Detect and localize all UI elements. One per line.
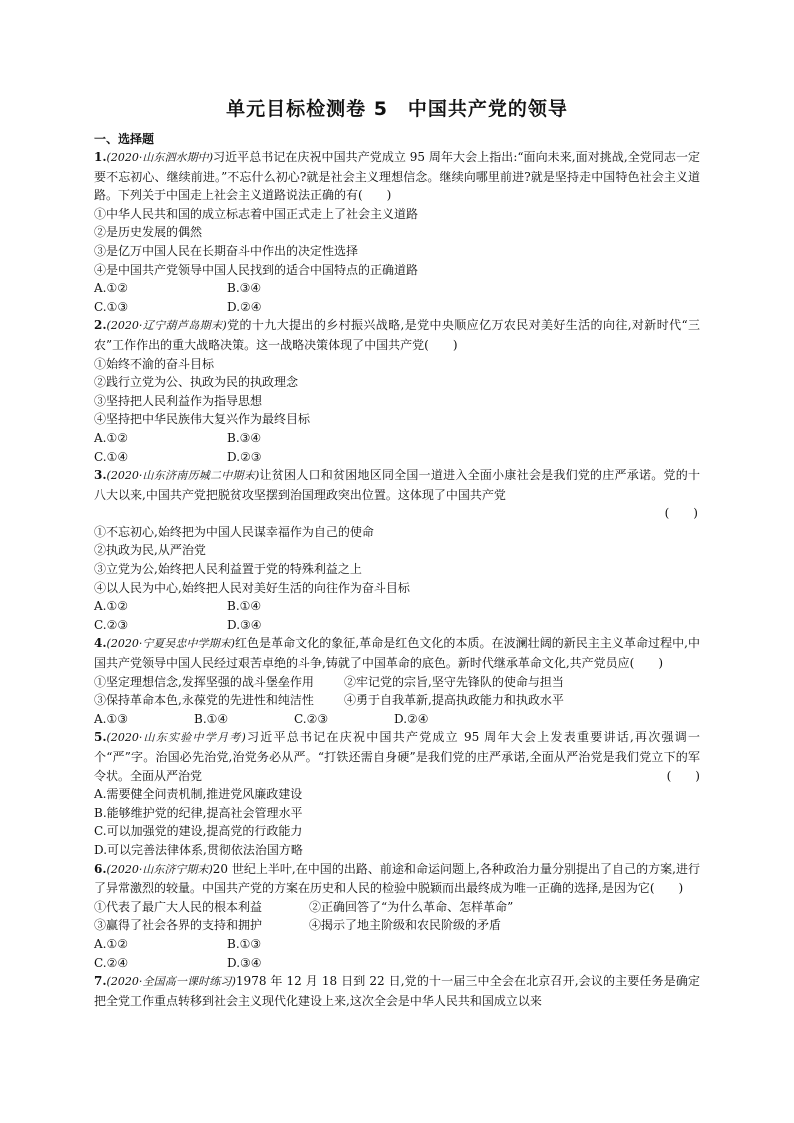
question-text: 红色是革命文化的象征,革命是红色文化的本质。在波澜壮阔的新民主主义革命过程中,中国共产党领导中国人民经过艰苦卓绝的斗争,铸就了中国革命的底色。新时代继承革命文化,共产党员应( ) (94, 636, 700, 671)
question-stem (94, 728, 700, 785)
question-stem (94, 316, 700, 354)
question-6 (94, 860, 700, 973)
choice-b: B.①④ (194, 711, 229, 726)
choice-c: C.①④ (94, 449, 129, 464)
question-stem (94, 634, 700, 672)
choice-d: D.②④ (227, 299, 262, 314)
choice-c: C.②③ (294, 711, 329, 726)
statement-pair (94, 916, 700, 935)
choice-b: B.③④ (227, 430, 262, 445)
question-2 (94, 316, 700, 466)
choice-row (94, 616, 700, 635)
statement-item: ①中华人民共和国的成立标志着中国正式走上了社会主义道路 (94, 206, 419, 221)
document-page (94, 96, 700, 1010)
choice-row (94, 298, 700, 317)
choice-b: B.③④ (227, 281, 262, 296)
choice-a: A.①② (94, 430, 128, 445)
choice-a: A.①② (94, 599, 128, 614)
question-number: 1. (94, 150, 107, 164)
statement-item: ②践行立党为公、执政为民的执政理念 (94, 375, 299, 390)
statement-item: ④是中国共产党领导中国人民找到的适合中国特点的正确道路 (94, 262, 419, 277)
question-source: (2020·山东实验中学月考) (106, 731, 246, 745)
question-number: 2. (94, 318, 107, 333)
statement-item: ①不忘初心,始终把为中国人民谋幸福作为自己的使命 (94, 524, 374, 539)
statement-item: ②是历史发展的偶然 (94, 225, 203, 240)
question-number: 7. (94, 974, 107, 989)
statement-item: ④坚持把中华民族伟大复兴作为最终目标 (94, 412, 311, 427)
statement-item: ③立党为公,始终把人民利益置于党的特殊利益之上 (94, 562, 362, 577)
statement-item: ②牢记党的宗旨,坚守先锋队的使命与担当 (344, 674, 564, 689)
choice-d: D.③④ (227, 617, 262, 632)
choice-a: A.①② (94, 281, 128, 296)
question-source: (2020·山东泗水期中) (106, 151, 213, 164)
statement-item: ②执政为民,从严治党 (94, 543, 206, 558)
question-7 (94, 972, 700, 1010)
choice-a: A.①③ (94, 711, 128, 726)
question-3 (94, 466, 700, 634)
answer-parentheses: ( ) (666, 768, 700, 783)
question-source: (2020·山东济宁期末) (106, 862, 213, 876)
choice-a: A.①② (94, 936, 128, 951)
choice-c: C.①③ (94, 299, 129, 314)
statement-item: ③赢得了社会各界的支持和拥护 (94, 918, 263, 933)
question-source: (2020·全国高一课时练习) (106, 975, 236, 989)
statement-item: ①坚定理想信念,发挥坚强的战斗堡垒作用 (94, 674, 314, 689)
choice-b: B.能够维护党的纪律,提高社会管理水平 (94, 805, 303, 820)
answer-parentheses: ( ) (664, 506, 698, 521)
statement-item: ③是亿万中国人民在长期奋斗中作出的决定性选择 (94, 243, 359, 258)
choice-row (94, 429, 700, 448)
choice-c: C.可以加强党的建设,提高党的行政能力 (94, 824, 303, 839)
choice-row (94, 935, 700, 954)
statement-item: ④以人民为中心,始终把人民对美好生活的向往作为奋斗目标 (94, 580, 410, 595)
question-1 (94, 148, 700, 316)
choice-d: D.③④ (227, 955, 262, 970)
question-stem (94, 972, 700, 1010)
choice-row (94, 279, 700, 298)
statement-item: ④勇于自我革新,提高执政能力和执政水平 (344, 693, 564, 708)
question-5 (94, 728, 700, 859)
section-heading: 一、选择题 (94, 132, 155, 146)
question-text: 1978 年 12 月 18 日到 22 日,党的十一届三中全会在北京召开,会议的主要任务是确定把全党工作重点转移到社会主义现代化建设上来,这次全会是中华人民共和国成立以来 (94, 974, 700, 1008)
statement-pair (94, 673, 700, 692)
question-text: 习近平总书记在庆祝中国共产党成立 95 周年大会上发表重要讲话,再次强调一个“严”字。治国必先治党,治党务必从严。“打铁还需自身硬”是我们党的庄严承诺,全面从严治党是我们党立下的军令状。全面从严治党 (94, 730, 701, 783)
statement-item: ①始终不渝的奋斗目标 (94, 356, 215, 371)
question-source: (2020·宁夏吴忠中学期末) (106, 637, 235, 651)
question-source: (2020·辽宁葫芦岛期末) (106, 319, 227, 333)
question-stem (94, 148, 700, 205)
statement-item: ③保持革命本色,永葆党的先进性和纯洁性 (94, 693, 314, 708)
choice-d: D.②③ (227, 449, 262, 464)
question-number: 4. (94, 636, 107, 651)
choice-d: D.可以完善法律体系,贯彻依法治国方略 (94, 842, 303, 857)
question-text: 党的十九大提出的乡村振兴战略,是党中央顺应亿万农民对美好生活的向往,对新时代“三农”工作作出的重大战略决策。这一战略决策体现了中国共产党( ) (94, 318, 700, 352)
choice-b: B.①③ (227, 936, 262, 951)
choice-row (94, 710, 700, 729)
question-number: 5. (94, 730, 107, 745)
choice-c: C.②④ (94, 955, 129, 970)
statement-pair (94, 691, 700, 710)
question-number: 6. (94, 861, 107, 876)
choice-row (94, 448, 700, 467)
question-stem (94, 466, 700, 504)
statement-item: ②正确回答了“为什么革命、怎样革命” (309, 899, 514, 914)
question-text: 让贫困人口和贫困地区同全国一道进入全面小康社会是我们党的庄严承诺。党的十八大以来,中国共产党把脱贫攻坚摆到治国理政突出位置。这体现了中国共产党 (94, 468, 700, 502)
choice-row (94, 954, 700, 973)
question-text: 20 世纪上半叶,在中国的出路、前途和命运问题上,各种政治力量分别提出了自己的方案,进行了异常激烈的较量。中国共产党的方案在历史和人民的检验中脱颖而出最终成为唯一正确的选择,是因为它( ) (94, 861, 700, 896)
statement-pair (94, 898, 700, 917)
statement-item: ④揭示了地主阶级和农民阶级的矛盾 (309, 918, 502, 933)
statement-item: ①代表了最广大人民的根本利益 (94, 899, 263, 914)
question-source: (2020·山东济南历城二中期末) (106, 469, 260, 483)
question-text: 习近平总书记在庆祝中国共产党成立 95 周年大会上指出:“面向未来,面对挑战,全党同志一定要不忘初心、继续前进。”不忘什么初心?就是社会主义理想信念。继续向哪里前进?就是坚持走中国特色社会主义道路。下列关于中国走上社会主义道路说法正确的有( ) (94, 150, 700, 203)
question-stem (94, 860, 700, 898)
choice-d: D.②④ (394, 711, 429, 726)
choice-b: B.①④ (227, 599, 262, 614)
choice-c: C.②③ (94, 617, 129, 632)
choice-row (94, 597, 700, 616)
question-number: 3. (94, 468, 107, 483)
page-title: 单元目标检测卷 5 中国共产党的领导 (226, 98, 568, 120)
statement-item: ③坚持把人民利益作为指导思想 (94, 393, 263, 408)
choice-a: A.需要健全问责机制,推进党风廉政建设 (94, 787, 303, 802)
question-4 (94, 634, 700, 728)
